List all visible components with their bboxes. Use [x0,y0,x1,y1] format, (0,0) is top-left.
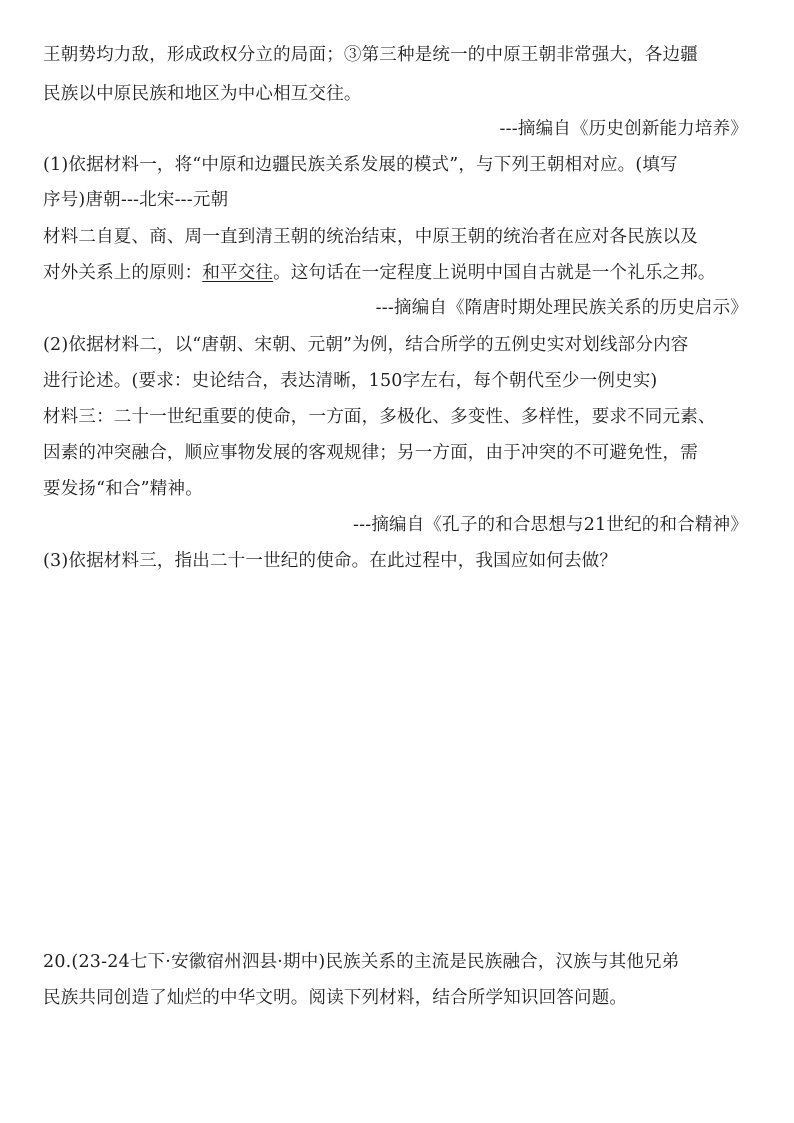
material2-line2-before: 对外关系上的原则： [43,263,203,283]
question2-line1: (2)依据材料二，以“唐朝、宋朝、元朝”为例，结合所学的五例史实对划线部分内容 [43,335,689,355]
material1-source: ---摘编自《历史创新能力培养》 [499,119,748,139]
material3-line2: 因素的冲突融合，顺应事物发展的客观规律；另一方面，由于冲突的不可避免性，需 [43,443,698,463]
material2-source: ---摘编自《隋唐时期处理民族关系的历史启示》 [375,298,748,318]
material1-line2: 民族以中原民族和地区为中心相互交往。 [43,84,362,104]
material2-line2 [43,261,755,285]
question3-line1: (3)依据材料三，指出二十一世纪的使命。在此过程中，我国应如何去做？ [43,551,618,571]
material2-line1: 材料二自夏、商、周一直到清王朝的统治结束，中原王朝的统治者在应对各民族以及 [43,227,698,247]
question1-line2: 序号)唐朝---北宋---元朝 [43,190,229,210]
material3-line1: 材料三：二十一世纪重要的使命，一方面，多极化、多变性、多样性，要求不同元素、 [43,407,716,427]
underlined-phrase: 和平交往 [202,263,274,283]
material2-line2-after: 。这句话在一定程度上说明中国自古就是一个礼乐之邦。 [273,263,716,283]
question2-line2: 进行论述。(要求：史论结合，表达清晰，150字左右，每个朝代至少一例史实) [43,371,658,391]
material3-line3: 要发扬“和合”精神。 [43,479,203,499]
material1-line1: 王朝势均力敌，形成政权分立的局面；③第三种是统一的中原王朝非常强大，各边疆 [43,45,698,65]
question20-line2: 民族共同创造了灿烂的中华文明。阅读下列材料，结合所学知识回答问题。 [43,988,628,1008]
material3-source: ---摘编自《孔子的和合思想与21世纪的和合精神》 [352,515,748,535]
question1-line1: (1)依据材料一，将“中原和边疆民族关系发展的模式”，与下列王朝相对应。(填写 [43,155,678,175]
question20-line1: 20.(23-24七下·安徽宿州泗县·期中)民族关系的主流是民族融合，汉族与其他兄弟 [43,952,680,972]
